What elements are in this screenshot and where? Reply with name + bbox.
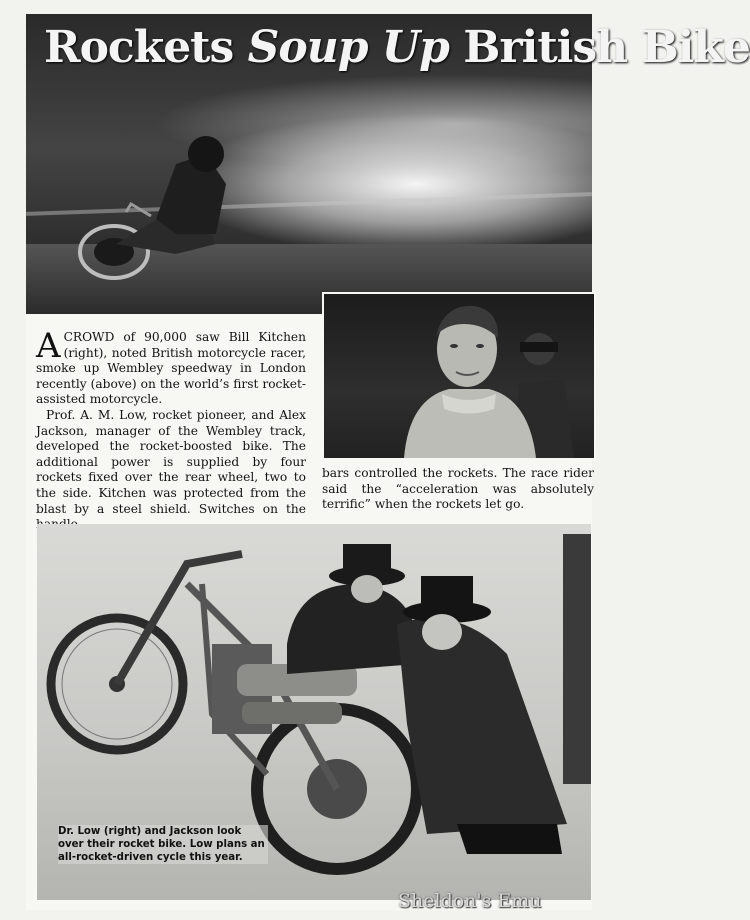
title-part-3: British Bike [448,22,750,73]
photo-caption: Dr. Low (right) and Jackson look over their rocket bike. Low plans an all-rocket-driven cycle this year. [58,825,268,864]
paragraph-3: bars controlled the rockets. The race rider said the “acceleration was absolutely terrific” when the rockets let go. [322,466,594,512]
paragraph-2: Prof. A. M. Low, rocket pioneer, and Alex Jackson, manager of the Wembley track, developed the rocket-boosted bike. The additional power is supplied by four rockets fixed over the rear wheel, two to the side. Kitchen was protected from the blast by a steel shield. Switches on the [36,407,306,516]
rider-silhouette [56,124,246,294]
drop-cap: A [36,326,61,366]
article-title [44,22,750,73]
hero-photo-rocket-bike [26,14,750,314]
paragraph-1-text: CROWD of 90,000 saw Bill Kitchen (right), noted British motorcycle racer, smoke up Wembley speedway in London recently (above) on the world’s first rocket-assisted motorcycle. [36,330,306,407]
title-part-1: Rockets [44,22,248,73]
paragraph-1 [36,326,306,408]
watermark-text: Sheldon's Emu [398,890,542,912]
portrait-illustration [324,294,594,458]
title-part-2: Soup Up [247,22,449,73]
article-column-2 [322,466,594,513]
portrait-photo-bill-kitchen [322,292,596,460]
article-column-1 [36,326,306,533]
